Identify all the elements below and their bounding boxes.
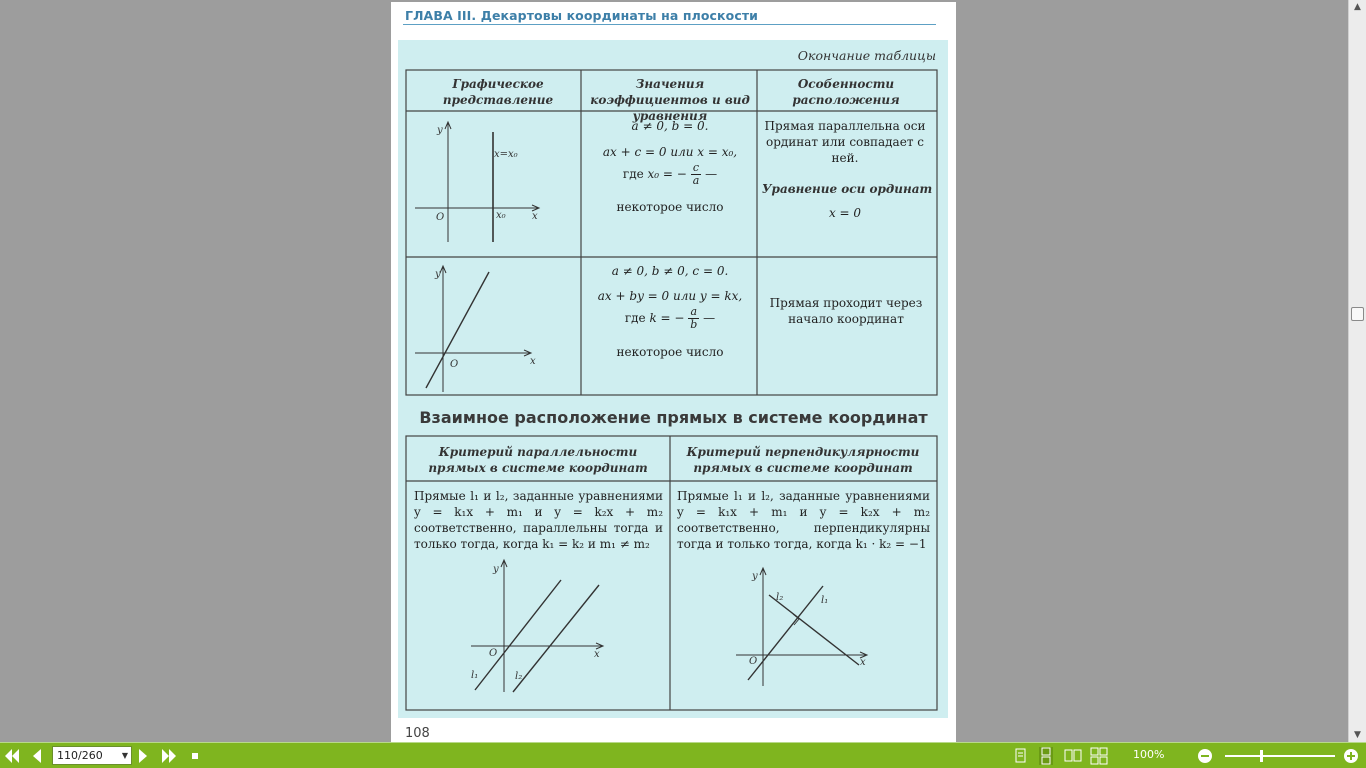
- row1-frac-den: a: [692, 174, 700, 187]
- section-title: Взаимное расположение прямых в системе координат: [419, 408, 928, 427]
- parallel-criterion-text: Прямые l₁ и l₂, заданные уравнениями y = k₁x + m₁ и y = k₂x + m₂ соответственно, параллельны тогда и только тогда, когда k₁ = k₂ и m₁ ≠ m₂: [414, 489, 663, 551]
- row1-feature-title: Уравнение оси ординат: [761, 182, 933, 196]
- row2-dash: —: [703, 311, 716, 325]
- previous-page-icon[interactable]: [30, 747, 42, 765]
- row1-condition: a ≠ 0, b = 0.: [631, 119, 709, 133]
- row1-axis-y: y: [437, 125, 443, 136]
- row2-where-var: k = −: [649, 311, 685, 325]
- row1-origin: O: [436, 212, 445, 223]
- row1-feature: Прямая параллельна оси ординат или совпадает с ней.: [764, 119, 926, 165]
- zoom-slider-knob[interactable]: [1260, 750, 1263, 762]
- two-page-view-icon[interactable]: [1064, 748, 1082, 764]
- row2-feature: Прямая проходит через начало координат: [769, 296, 923, 326]
- criteria-header-perpendicular: Критерий перпендикулярности прямых в системе координат: [686, 445, 920, 475]
- row1-axis-x: x: [532, 211, 538, 222]
- row2-frac-den: b: [690, 318, 698, 331]
- table-header-coefficients: Значения коэффициентов и вид уравнения: [590, 77, 750, 123]
- perp-l1: l₁: [821, 595, 829, 606]
- perp-axis-y: y: [752, 571, 758, 582]
- perp-origin: O: [749, 656, 758, 667]
- bottom-table-border: [406, 436, 937, 710]
- table-header-graph: Графическое представление: [442, 77, 554, 107]
- parallel-axis-y: y: [493, 564, 499, 575]
- document-page: [391, 2, 956, 742]
- zoom-slider[interactable]: [1225, 755, 1335, 757]
- row1-dash: —: [705, 167, 718, 181]
- graph-perpendicular-lines: [736, 568, 867, 686]
- chevron-down-icon[interactable]: ▼: [121, 751, 128, 760]
- scroll-up-arrow-icon[interactable]: ▲: [1354, 2, 1361, 12]
- row2-axis-x: x: [530, 356, 536, 367]
- parallel-origin: O: [489, 648, 498, 659]
- scroll-thumb[interactable]: [1351, 307, 1364, 321]
- row2-origin: O: [450, 359, 459, 370]
- perpendicular-criterion-text: Прямые l₁ и l₂, заданные уравнениями y = k₁x + m₁ и y = k₂x + m₂ соответственно, перпендикулярны тогда и только тогда, когда k₁ · k₂ = −1: [677, 489, 930, 551]
- perp-l2: l₂: [776, 592, 784, 603]
- row1-frac-num: c: [691, 162, 702, 175]
- chapter-title: ГЛАВА III. Декартовы координаты на плоскости: [405, 8, 759, 23]
- single-page-view-icon[interactable]: [1015, 748, 1027, 764]
- page-number: 108: [405, 726, 430, 741]
- row1-some-number: некоторое число: [616, 200, 724, 214]
- scroll-down-arrow-icon[interactable]: ▼: [1354, 730, 1361, 740]
- table-and-graphs: [391, 2, 956, 742]
- zoom-level: 100%: [1133, 748, 1165, 761]
- row2-equation: ax + by = 0 или y = kx,: [597, 289, 743, 303]
- zoom-out-icon[interactable]: [1197, 748, 1213, 764]
- parallel-l1: l₁: [471, 670, 479, 681]
- row1-equation: ax + c = 0 или x = x₀,: [602, 145, 738, 159]
- table-end-note: Окончание таблицы: [797, 48, 936, 63]
- row2-frac-num: a: [688, 306, 699, 319]
- bottom-toolbar: [0, 742, 1366, 768]
- graph-line-through-origin: [415, 266, 531, 392]
- row2-some-number: некоторое число: [616, 345, 724, 359]
- page-number-select[interactable]: [52, 746, 132, 765]
- row1-x0-label: x₀: [496, 210, 506, 221]
- two-page-continuous-view-icon[interactable]: [1090, 747, 1108, 765]
- table-header-features: Особенности расположения: [792, 77, 900, 107]
- row1-feature-eq: x = 0: [828, 206, 862, 220]
- last-page-icon[interactable]: [160, 747, 178, 765]
- row1-line-label: x=x₀: [494, 149, 518, 160]
- criteria-header-parallel: Критерий параллельности прямых в системе координат: [428, 445, 648, 475]
- row1-where-var: x₀ = −: [647, 167, 687, 181]
- row2-where-label: где: [624, 311, 646, 325]
- parallel-axis-x: x: [594, 649, 600, 660]
- row1-where-label: где: [622, 167, 644, 181]
- continuous-view-icon[interactable]: [1039, 747, 1053, 765]
- zoom-in-icon[interactable]: [1343, 748, 1359, 764]
- page-number-value: 110/260: [57, 749, 103, 762]
- row2-condition: a ≠ 0, b ≠ 0, c = 0.: [611, 264, 729, 278]
- top-table-border: [406, 70, 937, 395]
- graph-vertical-line: [415, 122, 539, 242]
- next-page-icon[interactable]: [137, 747, 149, 765]
- first-page-icon[interactable]: [4, 747, 20, 765]
- graph-parallel-lines: [471, 560, 603, 692]
- row2-axis-y: y: [435, 269, 441, 280]
- parallel-l2: l₂: [515, 671, 523, 682]
- perp-axis-x: x: [860, 657, 866, 668]
- stop-icon[interactable]: [192, 753, 198, 759]
- vertical-scrollbar[interactable]: [1348, 0, 1366, 742]
